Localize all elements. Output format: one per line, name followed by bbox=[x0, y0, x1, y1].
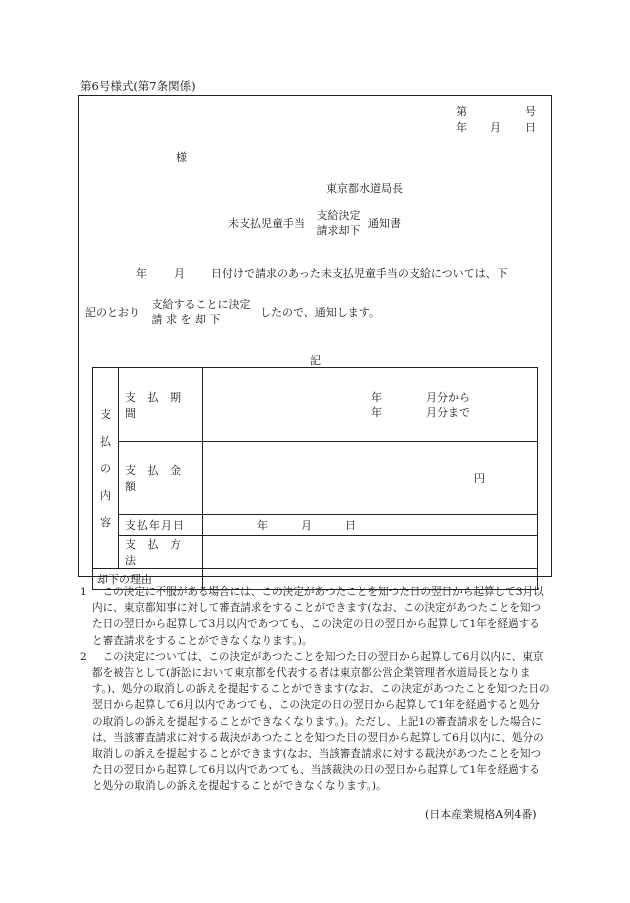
body-month: 月 bbox=[174, 267, 185, 280]
title bbox=[228, 208, 401, 238]
period-label: 支 払 期 間 bbox=[119, 368, 203, 442]
form-id: 第6号様式(第7条関係) bbox=[80, 79, 196, 93]
body-line2 bbox=[85, 297, 380, 327]
period-row bbox=[93, 368, 538, 442]
note-1 bbox=[80, 584, 550, 649]
date-value: 年 月 日 bbox=[203, 515, 538, 536]
body-options bbox=[152, 297, 251, 327]
date-day: 日 bbox=[525, 121, 536, 134]
date-month: 月 bbox=[490, 121, 501, 134]
ki-label: 記 bbox=[310, 354, 321, 367]
body-line2-prefix: 記のとおり bbox=[85, 306, 140, 319]
amount-label: 支 払 金 額 bbox=[119, 442, 203, 515]
date-row bbox=[93, 515, 538, 536]
body-line1: 日付けで請求のあった未支払児童手当の支給については、下 bbox=[211, 267, 508, 280]
payment-detail-table bbox=[92, 367, 538, 590]
title-option-2: 請求却下 bbox=[316, 224, 361, 237]
body-line2-suffix: したので、通知します。 bbox=[260, 306, 380, 319]
amount-value bbox=[203, 442, 538, 515]
period-to: 年 月分まで bbox=[371, 405, 470, 419]
date-label: 支払年月日 bbox=[119, 515, 203, 536]
rejection-label: 却下の理由 bbox=[93, 569, 203, 590]
issuer: 東京都水道局長 bbox=[326, 182, 403, 195]
title-prefix: 未支払児童手当 bbox=[228, 217, 305, 230]
body-option-2: 請 求 を 却 下 bbox=[151, 313, 221, 326]
number-prefix: 第 bbox=[456, 105, 467, 118]
payment-content-vertical-label: 支 払 の 内 容 bbox=[93, 368, 119, 569]
method-value bbox=[203, 536, 538, 569]
addressee-suffix: 様 bbox=[176, 151, 187, 164]
period-from: 年 月分から bbox=[371, 390, 470, 404]
note-2 bbox=[80, 649, 550, 795]
title-suffix: 通知書 bbox=[368, 217, 401, 230]
amount-row bbox=[93, 442, 538, 515]
method-label: 支 払 方 法 bbox=[119, 536, 203, 569]
note-2-number: 2 bbox=[80, 650, 87, 663]
note-1-text: この決定に不服がある場合には、この決定があつたことを知つた日の翌日から起算して3月以内に、東京都知事に対して審査請求をすることができます(なお、この決定があつたことを知つた日の翌日から起算して3月以内であつても、この決定の日の翌日から起算して1年を経過すると審査請求をすることができなくなります。)。 bbox=[92, 586, 544, 647]
paper-size-footer: (日本産業規格A列4番) bbox=[425, 808, 537, 821]
note-1-number: 1 bbox=[80, 586, 87, 598]
date-year: 年 bbox=[456, 121, 467, 134]
amount-unit: 円 bbox=[474, 472, 485, 485]
method-row bbox=[93, 536, 538, 569]
notes bbox=[80, 584, 550, 795]
period-value bbox=[203, 368, 538, 442]
number-suffix: 号 bbox=[525, 105, 536, 118]
body-year: 年 bbox=[136, 267, 147, 280]
body-option-1: 支給することに決定 bbox=[151, 298, 251, 311]
title-options bbox=[317, 208, 361, 238]
note-2-text: この決定については、この決定があつたことを知つた日の翌日から起算して6月以内に、東京都を被告として(訴訟において東京都を代表する者は東京都公営企業管理者水道局長となります。)、処分の取消しの訴えを提起することができます(なお、この決定があつたことを知つた日の翌日から起算して6月以内であつても、この決定の日の翌日から起算して1年を経過すると処分の取消しの訴えを提起することができなくなります。)。ただし、上記1の審査請求をした場合には、当該審査請求に対する裁決があつたことを知つた日の翌日から起算して6月以内に、処分の取消しの訴えを提起することができます(なお、当該審査請求に対する裁決があつたことを知つた日の翌日から起算して6月以内であつても、当該裁決の日の翌日から起算して1年を経過すると処分の取消しの訴えを提起することができなくなります。)。 bbox=[92, 650, 550, 793]
title-option-1: 支給決定 bbox=[316, 209, 361, 222]
